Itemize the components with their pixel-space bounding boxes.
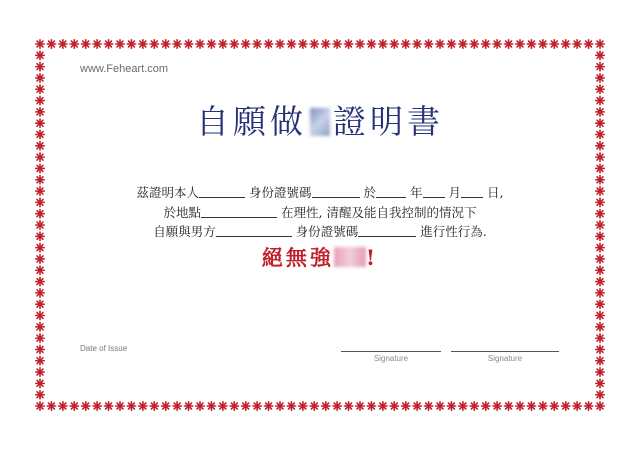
blank-male-id	[358, 224, 416, 237]
star-icon	[173, 40, 181, 48]
star-icon	[104, 402, 112, 410]
star-icon	[36, 357, 44, 365]
star-icon	[36, 164, 44, 172]
star-icon	[36, 402, 44, 410]
blank-day	[461, 185, 483, 198]
star-icon	[36, 345, 44, 353]
star-icon	[59, 40, 67, 48]
star-icon	[596, 277, 604, 285]
star-icon	[36, 334, 44, 342]
star-icon	[402, 402, 410, 410]
star-icon	[459, 40, 467, 48]
star-icon	[504, 40, 512, 48]
signature-label-2: Signature	[487, 354, 523, 363]
star-icon	[70, 40, 78, 48]
line3-b: 身份證號碼	[295, 224, 359, 239]
star-icon	[322, 40, 330, 48]
certificate-title	[0, 96, 640, 143]
star-icon	[36, 277, 44, 285]
star-icon	[230, 402, 238, 410]
star-icon	[93, 40, 101, 48]
star-icon	[447, 402, 455, 410]
line3-a: 自願與男方	[153, 224, 216, 239]
star-icon	[173, 402, 181, 410]
star-icon	[367, 402, 375, 410]
star-icon	[596, 62, 604, 70]
star-icon	[207, 402, 215, 410]
line1-e: 月	[448, 185, 462, 200]
star-icon	[333, 40, 341, 48]
star-icon	[36, 40, 44, 48]
star-icon	[116, 402, 124, 410]
star-icon	[504, 402, 512, 410]
star-icon	[493, 402, 501, 410]
title-part2: 證明書	[333, 102, 444, 141]
star-icon	[436, 40, 444, 48]
blank-male-name	[216, 224, 292, 237]
star-icon	[390, 402, 398, 410]
star-icon	[310, 402, 318, 410]
star-icon	[59, 402, 67, 410]
line1-b: 身份證號碼	[249, 185, 312, 200]
star-icon	[413, 402, 421, 410]
line1-a: 茲證明本人	[136, 185, 200, 200]
star-icon	[36, 62, 44, 70]
star-icon	[47, 40, 55, 48]
star-icon	[596, 300, 604, 308]
star-icon	[139, 40, 147, 48]
star-icon	[287, 402, 295, 410]
line2-a: 於地點	[163, 205, 202, 220]
star-icon	[36, 74, 44, 82]
blank-month	[423, 185, 445, 198]
star-icon	[127, 402, 135, 410]
line2-b: 在理性, 清醒及能自我控制的情況下	[281, 205, 477, 220]
star-icon	[573, 40, 581, 48]
star-icon	[562, 40, 570, 48]
star-icon	[436, 402, 444, 410]
star-icon	[93, 402, 101, 410]
star-icon	[36, 51, 44, 59]
star-icon	[402, 40, 410, 48]
body-line-1	[0, 183, 640, 201]
star-icon	[36, 289, 44, 297]
star-icon	[310, 40, 318, 48]
signature-line-1	[341, 351, 441, 352]
star-icon	[196, 402, 204, 410]
star-icon	[82, 40, 90, 48]
star-icon	[573, 402, 581, 410]
star-icon	[184, 402, 192, 410]
star-icon	[82, 402, 90, 410]
no-coercion-statement	[0, 242, 640, 272]
star-icon	[150, 402, 158, 410]
star-icon	[596, 40, 604, 48]
star-icon	[596, 311, 604, 319]
star-icon	[287, 40, 295, 48]
star-icon	[516, 402, 524, 410]
star-icon	[459, 402, 467, 410]
star-icon	[516, 40, 524, 48]
highlight-suffix: !	[365, 245, 379, 270]
star-icon	[367, 40, 375, 48]
star-icon	[299, 402, 307, 410]
star-icon	[264, 402, 272, 410]
star-icon	[253, 402, 261, 410]
star-icon	[550, 40, 558, 48]
star-icon	[162, 402, 170, 410]
title-part1: 自願做	[196, 102, 307, 141]
star-icon	[596, 153, 604, 161]
body-line-3	[0, 222, 640, 240]
star-icon	[596, 357, 604, 365]
star-icon	[230, 40, 238, 48]
website-url: www.Feheart.com	[80, 63, 169, 75]
star-icon	[127, 40, 135, 48]
blank-name	[199, 185, 245, 198]
star-icon	[322, 402, 330, 410]
blank-id	[312, 185, 360, 198]
blurred-word	[310, 108, 330, 136]
star-icon	[253, 40, 261, 48]
star-icon	[344, 40, 352, 48]
star-icon	[162, 40, 170, 48]
star-icon	[276, 402, 284, 410]
star-icon	[413, 40, 421, 48]
highlight-text: 絕無強	[261, 245, 334, 270]
star-icon	[596, 323, 604, 331]
star-icon	[299, 40, 307, 48]
star-icon	[539, 40, 547, 48]
star-icon	[150, 40, 158, 48]
star-icon	[47, 402, 55, 410]
star-icon	[36, 311, 44, 319]
star-icon	[596, 345, 604, 353]
line3-c: 進行性行為.	[420, 224, 487, 239]
star-icon	[482, 402, 490, 410]
blank-location	[201, 205, 277, 218]
star-icon	[264, 40, 272, 48]
star-icon	[424, 40, 432, 48]
star-icon	[379, 402, 387, 410]
star-icon	[36, 153, 44, 161]
date-of-issue-label: Date of Issue	[80, 344, 128, 353]
star-icon	[139, 402, 147, 410]
star-icon	[184, 40, 192, 48]
star-icon	[196, 40, 204, 48]
star-icon	[470, 40, 478, 48]
star-icon	[390, 40, 398, 48]
star-icon	[596, 164, 604, 172]
line1-d: 年	[410, 185, 423, 200]
star-icon	[584, 402, 592, 410]
star-icon	[379, 40, 387, 48]
star-icon	[104, 40, 112, 48]
star-icon	[36, 300, 44, 308]
star-icon	[219, 40, 227, 48]
star-icon	[596, 379, 604, 387]
star-icon	[36, 390, 44, 398]
star-icon	[70, 402, 78, 410]
body-line-2	[0, 203, 640, 221]
star-icon	[356, 402, 364, 410]
star-icon	[596, 51, 604, 59]
star-icon	[207, 40, 215, 48]
star-icon	[596, 289, 604, 297]
blank-year	[376, 185, 406, 198]
star-icon	[584, 40, 592, 48]
blurred-red-word	[334, 247, 366, 267]
star-icon	[493, 40, 501, 48]
star-icon	[242, 402, 250, 410]
star-icon	[539, 402, 547, 410]
star-icon	[596, 402, 604, 410]
star-icon	[470, 402, 478, 410]
star-icon	[447, 40, 455, 48]
star-icon	[344, 402, 352, 410]
star-icon	[596, 74, 604, 82]
star-icon	[562, 402, 570, 410]
star-icon	[36, 323, 44, 331]
star-icon	[550, 402, 558, 410]
star-icon	[36, 85, 44, 93]
star-icon	[527, 402, 535, 410]
star-icon	[596, 368, 604, 376]
signature-label-1: Signature	[373, 354, 409, 363]
star-icon	[242, 40, 250, 48]
star-icon	[424, 402, 432, 410]
star-icon	[116, 40, 124, 48]
signature-line-2	[451, 351, 559, 352]
star-icon	[596, 85, 604, 93]
star-icon	[333, 402, 341, 410]
star-icon	[596, 390, 604, 398]
star-icon	[219, 402, 227, 410]
star-icon	[36, 368, 44, 376]
star-icon	[482, 40, 490, 48]
star-icon	[276, 40, 284, 48]
line1-f: 日,	[487, 185, 504, 200]
star-icon	[527, 40, 535, 48]
line1-c: 於	[363, 185, 377, 200]
star-icon	[356, 40, 364, 48]
star-icon	[596, 334, 604, 342]
star-icon	[36, 379, 44, 387]
